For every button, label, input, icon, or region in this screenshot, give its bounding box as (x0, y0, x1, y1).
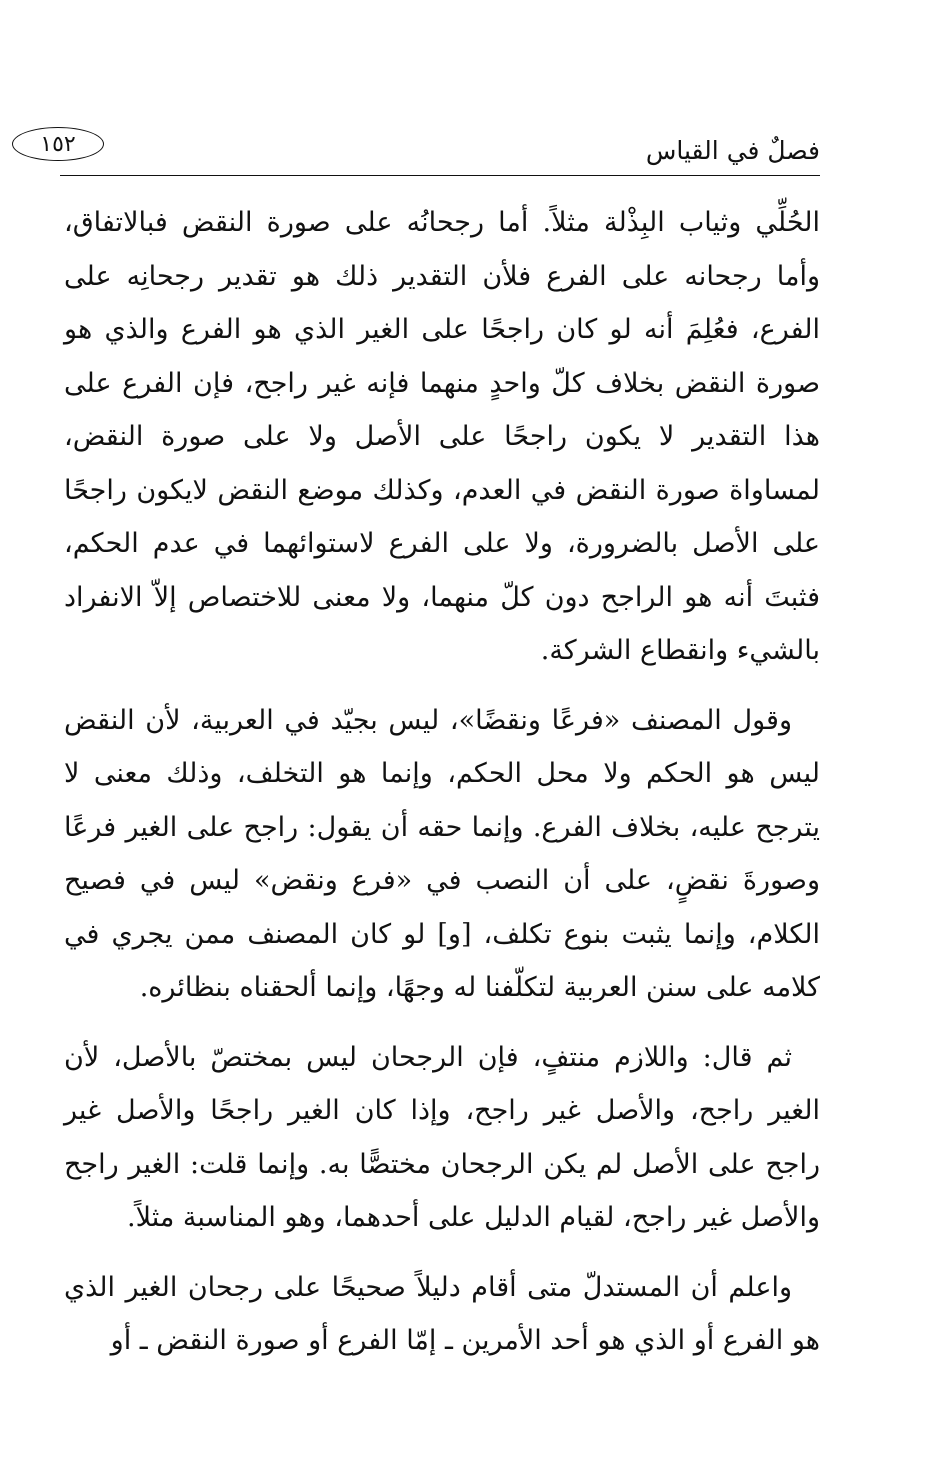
paragraph: واعلم أن المستدلّ متى أقام دليلاً صحيحًا على رجحان الغير الذي هو الفرع أو الذي هو أحد الأمرين ـ إمّا الفرع أو صورة النقض ـ أو (64, 1271, 820, 1356)
header-divider (60, 175, 820, 176)
paragraph: وقول المصنف «فرعًا ونقضًا»، ليس بجيّد في العربية، لأن النقض ليس هو الحكم ولا محل الحكم، وإنما هو التخلف، وذلك معنى لا يترجح عليه، بخلاف الفرع. وإنما حقه أن يقول: راجح على الغير فرعًا وصورةَ نقضٍ، على أن النصب في «فرع ونقض» ليس في فصيح الكلام، وإنما يثبت بنوع تكلف، [و] لو كان المصنف ممن يجري في كلامه على سنن العربية لتكلّفنا له وجهًا، وإنما ألحقناه بنظائره. (64, 704, 820, 1003)
chapter-title: فصلٌ في القياس (645, 136, 820, 165)
paragraph: ثم قال: واللازم منتفٍ، فإن الرجحان ليس بمختصّ بالأصل، لأن الغير راجح، والأصل غير راجح، وإذا كان الغير راجحًا والأصل غير راجح على الأصل لم يكن الرجحان مختصًّا به. وإنما قلت: الغير راجح والأصل غير راجح، لقيام الدليل على أحدهما، وهو المناسبة مثلاً. (64, 1041, 820, 1233)
paragraph: الحُلِّي وثياب البِذْلة مثلاً. أما رجحانُه على صورة النقض فبالاتفاق، وأما رجحانه على الفرع فلأن التقدير ذلك هو تقدير رجحانِه على الفرع، فعُلِمَ أنه لو كان راجحًا على الغير الذي هو الفرع والذي هو صورة النقض بخلاف كلّ واحدٍ منهما فإنه غير راجح، فإن الفرع على هذا التقدير لا يكون راجحًا على الأصل ولا على صورة النقض، لمساواة صورة النقض في العدم، وكذلك موضع النقض لايكون راجحًا على الأصل بالضرورة، ولا على الفرع لاستوائهما في عدم الحكم، فثبتَ أنه هو الراجح دون كلّ منهما، ولا معنى للاختصاص إلاّ الانفراد بالشيء وانقطاع الشركة. (64, 207, 820, 666)
running-header (40, 128, 820, 176)
main-text (64, 196, 820, 1384)
page-number-badge: ١٥٢ (12, 127, 104, 161)
